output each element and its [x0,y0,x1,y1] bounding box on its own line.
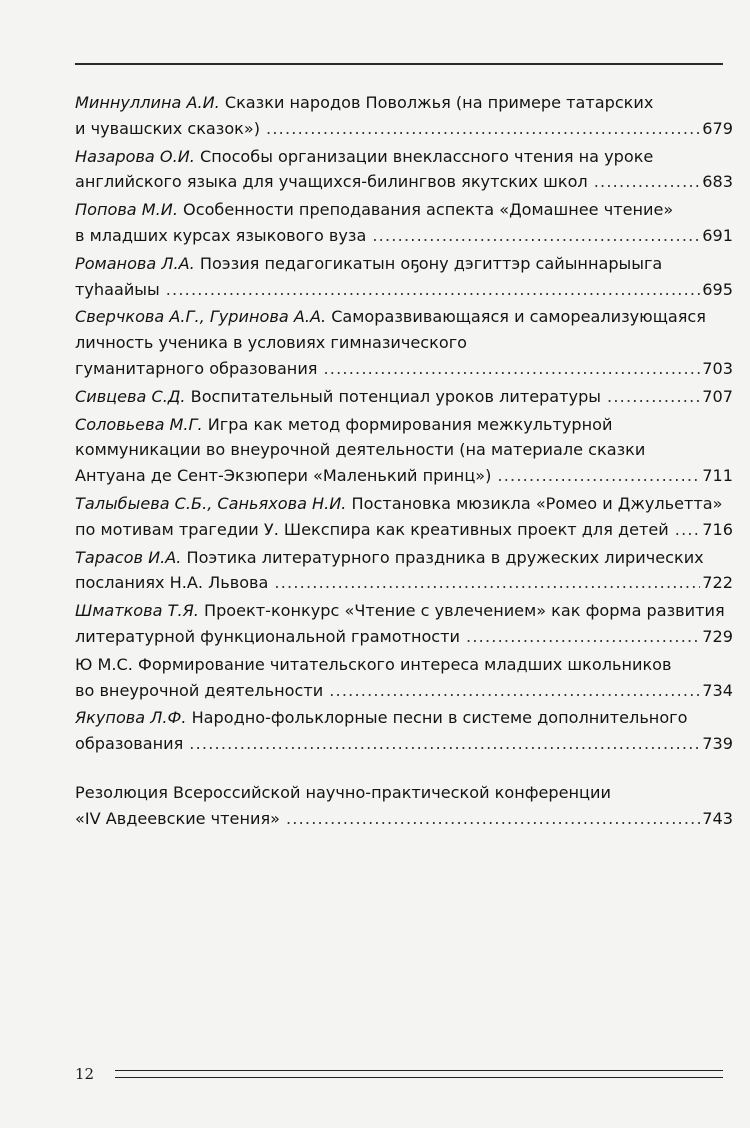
entry-title-end [75,678,323,704]
toc-entry [75,251,733,303]
footer-rule [115,1070,723,1078]
entry-last-line [75,116,733,142]
entry-title-end [75,116,260,142]
entry-last-line [75,384,733,410]
entry-last-line [75,277,733,303]
entry-page-number: 711 [702,466,733,486]
entry-title-end-text: посланиях Н.А. Львова [75,573,269,593]
toc-entry [75,652,733,704]
entry-first-line [75,491,733,517]
entry-title-end [75,570,268,596]
entry-title-end [75,356,317,382]
toc-entry-resolution [75,780,733,832]
entry-author: Сивцева С.Д. [75,386,186,406]
entry-first-line [75,705,733,731]
entry-title-start: Проект-конкурс «Чтение с увлечением» как форма развития [198,601,725,621]
entry-title-start: Сказки народов Поволжья (на примере татарских [219,93,654,112]
entry-first-line [75,652,733,678]
resolution-first-line: Резолюция Всероссийской научно-практической конференции [75,782,611,802]
entry-first-line [75,412,733,438]
entry-page-number: 716 [702,519,733,539]
entry-title-end-text: английского языка для учащихся-билингвов якутских школ [75,172,588,192]
entry-title-end-text: гуманитарного образования [75,358,318,378]
dot-leader [274,570,700,596]
entry-author: Тарасов И.А. [75,547,182,567]
dot-leader [266,116,700,142]
dot-leader [329,678,700,704]
entry-first-line [75,144,733,170]
toc-entry [75,598,733,650]
entry-first-line [75,90,733,116]
dot-leader [189,731,700,757]
entry-title-start: Поэзия педагогикатын оҕону дэгиттэр сайыннарыыга [194,253,663,273]
entry-last-line [75,356,733,382]
entry-last-line [75,517,733,543]
dot-leader [166,277,701,303]
entry-page-number: 703 [702,358,733,378]
toc-entry [75,304,733,381]
entry-title-start: Саморазвивающаяся и самореализующаяся [326,307,706,327]
dot-leader [497,463,700,489]
entry-title-end [75,624,460,650]
entry-title-end [75,517,669,543]
dot-leader [286,806,700,832]
entry-title-start: Поэтика литературного праздника в дружеских лирических [181,547,704,567]
entry-page-number: 707 [702,386,733,406]
entry-title-end [75,277,160,303]
header-rule [75,63,723,65]
entry-page-number: 695 [702,279,733,299]
resolution-title-end: «IV Авдеевские чтения» [75,808,280,828]
entry-last-line [75,570,733,596]
entry-author: Сверчкова А.Г., Гуринова А.А. [75,307,327,327]
entry-title-start: Игра как метод формирования межкультурной [202,414,613,434]
entry-author: Шматкова Т.Я. [75,601,199,621]
table-of-contents [75,90,733,834]
entry-page-number: 691 [702,225,733,245]
entry-page-number: 679 [702,118,733,138]
entry-author: Попова М.И. [75,200,178,220]
entry-title-start: Способы организации внеклассного чтения на уроке [194,146,654,166]
entry-author: Якупова Л.Ф. [75,708,187,728]
entry-title-end-text: в младших курсах языкового вуза [75,225,367,245]
resolution-page-number: 743 [702,808,733,828]
entry-title-end-text: образования [75,734,184,754]
toc-entry [75,412,733,489]
entry-title-end-text: и чувашских сказок») [75,118,261,138]
entry-first-line [75,304,733,330]
page-footer [75,1064,723,1084]
entry-author: Назарова О.И. [75,146,195,166]
resolution-last-line [75,806,733,832]
entry-last-line [75,624,733,650]
entry-first-line [75,598,733,624]
entry-first-line [75,545,733,571]
entry-title-end [75,169,588,195]
entry-last-line [75,169,733,195]
dot-leader [675,517,701,543]
entry-author: Миннуллина А.И. [75,93,220,112]
toc-entry [75,90,733,142]
dot-leader [466,624,700,650]
entry-title-end [75,384,601,410]
toc-entry [75,197,733,249]
entry-page-number: 734 [702,680,733,700]
entry-first-line [75,197,733,223]
toc-entry [75,545,733,597]
entry-title-start: Ю М.С. Формирование читательского интереса младших школьников [75,654,672,674]
entry-author: Романова Л.А. [75,253,195,273]
entry-title-start: Постановка мюзикла «Ромео и Джульетта» [346,493,723,513]
section-gap [75,759,733,780]
entry-last-line [75,223,733,249]
dot-leader [372,223,700,249]
entry-last-line [75,463,733,489]
entry-title-end-text: Антуана де Сент-Экзюпери «Маленький принц») [75,466,492,486]
entry-page-number: 683 [702,172,733,192]
entry-title-start: Народно-фольклорные песни в системе дополнительного [186,708,688,728]
entry-title-end [75,731,183,757]
dot-leader [594,169,701,195]
entry-title-end-text: туһаайыы [75,279,160,299]
toc-entry [75,491,733,543]
dot-leader [323,356,700,382]
entry-title-end-text: Воспитательный потенциал уроков литературы [185,386,601,406]
entry-title-end-text: по мотивам трагедии У. Шекспира как креативных проект для детей [75,519,669,539]
dot-leader [607,384,700,410]
entry-author: Соловьева М.Г. [75,414,203,434]
toc-entry [75,384,733,410]
entry-page-number: 739 [702,734,733,754]
entry-title-end-text: во внеурочной деятельности [75,680,324,700]
page-number: 12 [75,1065,95,1083]
entry-title-start: Особенности преподавания аспекта «Домашнее чтение» [177,200,674,220]
toc-entry [75,144,733,196]
entry-page-number: 722 [702,573,733,593]
entry-page-number: 729 [702,626,733,646]
entry-title-line: личность ученика в условиях гимназического [75,333,468,353]
entry-title-end [75,223,366,249]
entry-title-end [75,463,491,489]
entry-last-line [75,731,733,757]
entry-title-line: коммуникации во внеурочной деятельности (на материале сказки [75,440,646,460]
entry-author: Талыбыева С.Б., Саньяхова Н.И. [75,493,347,513]
entry-title-end-text: литературной функциональной грамотности [75,626,460,646]
toc-entry [75,705,733,757]
entry-last-line [75,678,733,704]
entry-first-line [75,251,733,277]
